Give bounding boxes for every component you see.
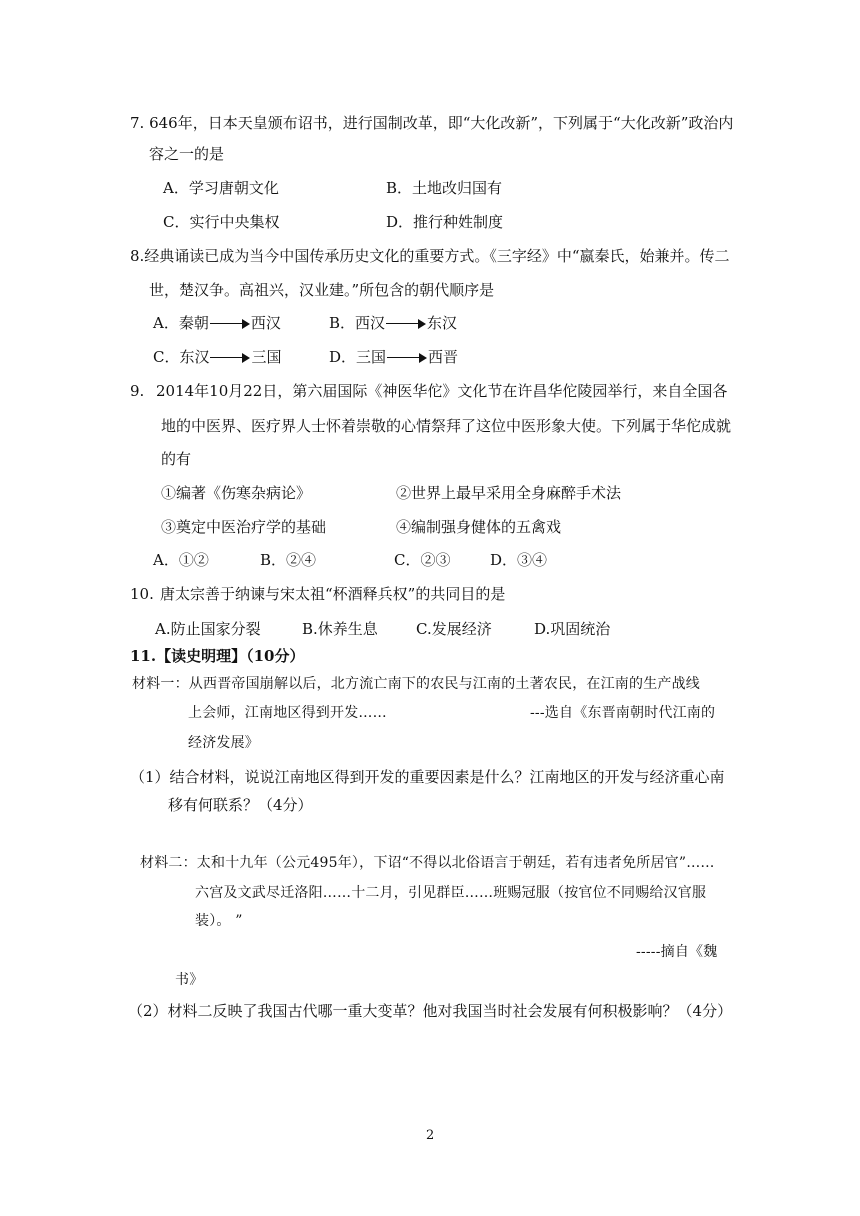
material-1-source: ---选自《东晋南朝时代江南的: [530, 705, 716, 721]
q10-option-c: C.发展经济: [416, 620, 492, 638]
sub-question-1-line2: 移有何联系？（4分）: [168, 796, 313, 814]
q9-stem-line2: 地的中医界、医疗界人士怀着崇敬的心情祭拜了这位中医形象大使。下列属于华佗成就: [161, 417, 732, 435]
q8-option-d-from: D．三国: [329, 348, 387, 366]
page-number: 2: [426, 1128, 435, 1143]
q11-number: 11.: [130, 647, 157, 665]
q10-option-b: B.休养生息: [302, 620, 378, 638]
q9-item-1: ①编著《伤寒杂病论》: [161, 484, 312, 502]
q9-stem-line1: 2014年10月22日，第六届国际《神医华佗》文化节在许昌华佗陵园举行，来自全国各: [156, 382, 728, 400]
q9-item-3: ③奠定中医治疗学的基础: [161, 518, 327, 536]
q9-option-b: B．②④: [260, 551, 317, 569]
q8-option-c-from: C．东汉: [153, 348, 210, 366]
q10-number: 10.: [130, 585, 154, 603]
q7-option-b: B．土地改归国有: [386, 179, 503, 197]
right-arrow-icon: [387, 353, 427, 363]
q8-option-c-to: 三国: [251, 348, 282, 366]
q7-stem-line1: 7. 646年，日本天皇颁布诏书，进行国制改革，即“大化改新”，下列属于“大化改新”政治内: [130, 114, 734, 132]
q8-option-d: [329, 347, 458, 367]
q9-option-c: C．②③: [394, 551, 451, 569]
q7-option-c: C．实行中央集权: [163, 213, 280, 231]
right-arrow-icon: [210, 319, 250, 329]
material-1-line3: 经济发展》: [188, 735, 259, 751]
material-2-line2: 六宫及文武尽迁洛阳……十二月，引见群臣……班赐冠服（按官位不同赐给汉官服: [195, 885, 707, 901]
q8-option-a: [153, 313, 281, 333]
material-1-line1: 材料一：从西晋帝国崩解以后，北方流亡南下的农民与江南的土著农民，在江南的生产战线: [132, 676, 700, 692]
q7-option-a: A．学习唐朝文化: [163, 179, 279, 197]
q9-item-4: ④编制强身健体的五禽戏: [396, 518, 562, 536]
material-1-line2: 上会师，江南地区得到开发……: [188, 705, 387, 721]
q7-option-d: D．推行种姓制度: [386, 213, 504, 231]
q9-number: 9.: [130, 382, 145, 400]
right-arrow-icon: [210, 353, 250, 363]
q11-heading: [130, 646, 304, 666]
q8-stem-line1: 8.经典诵读已成为当今中国传承历史文化的重要方式。《三字经》中“嬴秦氏，始兼并。传二: [130, 247, 730, 265]
q8-option-b-to: 东汉: [427, 314, 458, 332]
material-2-line4: 书》: [175, 972, 204, 988]
sub-question-1-line1: （1）结合材料，说说江南地区得到开发的重要因素是什么？江南地区的开发与经济重心南: [130, 768, 725, 786]
q8-option-b-from: B．西汉: [329, 314, 386, 332]
right-arrow-icon: [386, 319, 426, 329]
q8-stem-line2: 世，楚汉争。高祖兴，汉业建。”所包含的朝代顺序是: [149, 281, 495, 299]
material-2-line1: 材料二：太和十九年（公元495年），下诏“不得以北俗语言于朝廷，若有违者免所居官”……: [140, 855, 715, 871]
q8-option-c: [153, 347, 282, 367]
q10-option-a: A.防止国家分裂: [155, 620, 261, 638]
q8-option-a-from: A．秦朝: [153, 314, 209, 332]
q9-option-d: D．③④: [490, 551, 548, 569]
q10-option-d: D.巩固统治: [534, 620, 611, 638]
q9-item-2: ②世界上最早采用全身麻醉手术法: [396, 484, 622, 502]
q11-title: 【读史明理】（10分）: [156, 647, 305, 665]
q7-stem-line2: 容之一的是: [149, 145, 225, 163]
material-2-source: -----摘自《魏: [636, 944, 718, 960]
q10-stem: 唐太宗善于纳谏与宋太祖“杯酒释兵权”的共同目的是: [160, 585, 506, 603]
q8-option-d-to: 西晋: [428, 348, 459, 366]
q8-option-b: [329, 313, 457, 333]
q8-option-a-to: 西汉: [250, 314, 281, 332]
material-2-line3: 装）。 ”: [195, 913, 243, 929]
q9-option-a: A．①②: [153, 551, 209, 569]
sub-question-2: （2）材料二反映了我国古代哪一重大变革？他对我国当时社会发展有何积极影响？（4分）: [128, 1002, 733, 1020]
q9-stem-line3: 的有: [161, 450, 192, 468]
